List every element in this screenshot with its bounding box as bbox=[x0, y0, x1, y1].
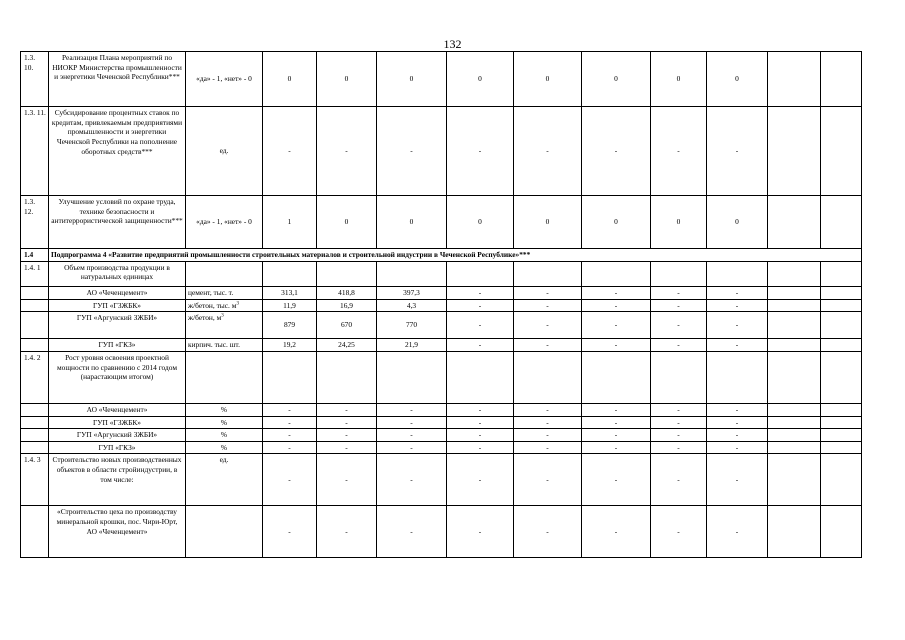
value-cell: 11,9 bbox=[263, 299, 317, 312]
value-cell: - bbox=[707, 286, 768, 299]
value-cell: - bbox=[447, 107, 514, 196]
empty-cell bbox=[21, 299, 49, 312]
table-row bbox=[21, 312, 862, 339]
value-cell: 24,25 bbox=[317, 339, 377, 352]
value-cell: - bbox=[317, 403, 377, 416]
value-cell: - bbox=[651, 506, 707, 558]
empty-cell bbox=[21, 416, 49, 429]
empty-cell bbox=[821, 196, 862, 249]
value-cell: - bbox=[377, 506, 447, 558]
empty-cell bbox=[186, 506, 263, 558]
value-cell: - bbox=[514, 403, 582, 416]
value-cell: - bbox=[707, 299, 768, 312]
value-cell: - bbox=[707, 403, 768, 416]
value-cell: - bbox=[263, 454, 317, 506]
value-cell: - bbox=[514, 299, 582, 312]
value-cell: 879 bbox=[263, 312, 317, 339]
table-row bbox=[21, 339, 862, 352]
unit-superscript: 3 bbox=[221, 313, 224, 319]
value-cell: - bbox=[651, 312, 707, 339]
value-cell: - bbox=[447, 403, 514, 416]
table-row bbox=[21, 454, 862, 506]
indicator-name: Улучшение условий по охране труда, технике безопасности и антитеррористической защищенности*** bbox=[49, 196, 186, 249]
empty-cell bbox=[21, 403, 49, 416]
unit-cell bbox=[186, 299, 263, 312]
value-cell: - bbox=[514, 454, 582, 506]
value-cell: - bbox=[514, 506, 582, 558]
value-cell: - bbox=[263, 429, 317, 442]
table-row bbox=[21, 261, 862, 286]
row-number: 1.3. 10. bbox=[21, 52, 49, 107]
value-cell: - bbox=[447, 506, 514, 558]
value-cell: - bbox=[263, 403, 317, 416]
project-name: «Строительство цеха по производству минеральной крошки, пос. Чири-Юрт, АО «Чеченцемент» bbox=[49, 506, 186, 558]
page-number: 132 bbox=[443, 37, 462, 51]
value-cell: - bbox=[582, 339, 651, 352]
value-cell: 418,8 bbox=[317, 286, 377, 299]
value-cell: - bbox=[447, 312, 514, 339]
empty-cell bbox=[186, 351, 263, 403]
unit-cell: % bbox=[186, 441, 263, 454]
value-cell: - bbox=[707, 454, 768, 506]
value-cell: 0 bbox=[514, 196, 582, 249]
unit-cell: цемент, тыс. т. bbox=[186, 286, 263, 299]
value-cell: - bbox=[263, 416, 317, 429]
empty-cell bbox=[821, 286, 862, 299]
value-cell: - bbox=[582, 429, 651, 442]
enterprise-name: АО «Чеченцемент» bbox=[49, 286, 186, 299]
value-cell: - bbox=[317, 454, 377, 506]
value-cell: 16,9 bbox=[317, 299, 377, 312]
value-cell: - bbox=[707, 339, 768, 352]
value-cell: - bbox=[514, 441, 582, 454]
row-number: 1.3. 12. bbox=[21, 196, 49, 249]
value-cell: 1 bbox=[263, 196, 317, 249]
enterprise-name: АО «Чеченцемент» bbox=[49, 403, 186, 416]
value-cell: - bbox=[582, 312, 651, 339]
table-row bbox=[21, 196, 862, 249]
empty-cell bbox=[263, 261, 317, 286]
unit-superscript: 3 bbox=[236, 301, 239, 307]
table-row bbox=[21, 52, 862, 107]
value-cell: - bbox=[377, 416, 447, 429]
empty-cell bbox=[21, 506, 49, 558]
empty-cell bbox=[768, 339, 821, 352]
table-row bbox=[21, 403, 862, 416]
empty-cell bbox=[21, 312, 49, 339]
empty-cell bbox=[317, 351, 377, 403]
value-cell: 21,9 bbox=[377, 339, 447, 352]
empty-cell bbox=[447, 261, 514, 286]
empty-cell bbox=[651, 261, 707, 286]
empty-cell bbox=[768, 416, 821, 429]
unit-cell bbox=[186, 312, 263, 339]
subprogram-row bbox=[21, 249, 862, 262]
enterprise-name: ГУП «ГЗЖБК» bbox=[49, 416, 186, 429]
table-row bbox=[21, 416, 862, 429]
unit-text: ж/бетон, м bbox=[188, 313, 222, 323]
value-cell: - bbox=[377, 441, 447, 454]
unit-cell: ед. bbox=[186, 454, 263, 506]
value-cell: - bbox=[582, 286, 651, 299]
value-cell: - bbox=[707, 429, 768, 442]
table-row bbox=[21, 506, 862, 558]
empty-cell bbox=[821, 403, 862, 416]
empty-cell bbox=[263, 351, 317, 403]
indicator-name: Реализация Плана мероприятий по НИОКР Министерства промышленности и энергетики Чеченской Республики*** bbox=[49, 52, 186, 107]
value-cell: 0 bbox=[651, 52, 707, 107]
value-cell: - bbox=[651, 454, 707, 506]
empty-cell bbox=[447, 351, 514, 403]
value-cell: 19,2 bbox=[263, 339, 317, 352]
subprogram-title: Подпрограмма 4 «Развитие предприятий промышленности строительных материалов и строительной индустрии в Чеченской Республике»*** bbox=[49, 249, 862, 262]
empty-cell bbox=[377, 351, 447, 403]
empty-cell bbox=[21, 429, 49, 442]
value-cell: - bbox=[651, 299, 707, 312]
value-cell: - bbox=[447, 339, 514, 352]
empty-cell bbox=[821, 52, 862, 107]
empty-cell bbox=[582, 261, 651, 286]
row-number: 1.4. 2 bbox=[21, 351, 49, 403]
row-number: 1.4 bbox=[21, 249, 49, 262]
empty-cell bbox=[582, 351, 651, 403]
value-cell: - bbox=[514, 339, 582, 352]
value-cell: - bbox=[447, 454, 514, 506]
empty-cell bbox=[651, 351, 707, 403]
value-cell: 0 bbox=[377, 52, 447, 107]
empty-cell bbox=[768, 107, 821, 196]
empty-cell bbox=[186, 261, 263, 286]
empty-cell bbox=[821, 506, 862, 558]
enterprise-name: ГУП «ГЗЖБК» bbox=[49, 299, 186, 312]
empty-cell bbox=[21, 339, 49, 352]
unit-cell: % bbox=[186, 429, 263, 442]
empty-cell bbox=[707, 261, 768, 286]
empty-cell bbox=[514, 351, 582, 403]
value-cell: - bbox=[514, 107, 582, 196]
value-cell: - bbox=[582, 441, 651, 454]
value-cell: - bbox=[582, 454, 651, 506]
unit-cell: % bbox=[186, 403, 263, 416]
value-cell: 0 bbox=[514, 52, 582, 107]
value-cell: 0 bbox=[317, 52, 377, 107]
value-cell: - bbox=[263, 506, 317, 558]
row-number: 1.4. 3 bbox=[21, 454, 49, 506]
value-cell: - bbox=[707, 312, 768, 339]
empty-cell bbox=[768, 441, 821, 454]
empty-cell bbox=[768, 286, 821, 299]
value-cell: 0 bbox=[582, 52, 651, 107]
value-cell: - bbox=[263, 107, 317, 196]
value-cell: - bbox=[707, 441, 768, 454]
empty-cell bbox=[21, 286, 49, 299]
empty-cell bbox=[768, 261, 821, 286]
empty-cell bbox=[821, 299, 862, 312]
value-cell: 0 bbox=[263, 52, 317, 107]
value-cell: - bbox=[263, 441, 317, 454]
indicator-name: Строительство новых производственных объектов в области стройиндустрии, в том числе: bbox=[49, 454, 186, 506]
value-cell: - bbox=[582, 506, 651, 558]
empty-cell bbox=[821, 351, 862, 403]
enterprise-name: ГУП «Аргунский ЗЖБИ» bbox=[49, 312, 186, 339]
indicators-table bbox=[20, 51, 862, 558]
value-cell: - bbox=[447, 299, 514, 312]
value-cell: - bbox=[377, 454, 447, 506]
value-cell: - bbox=[514, 286, 582, 299]
unit-cell: ед. bbox=[186, 107, 263, 196]
value-cell: 0 bbox=[707, 52, 768, 107]
value-cell: - bbox=[377, 429, 447, 442]
value-cell: - bbox=[707, 416, 768, 429]
unit-cell: % bbox=[186, 416, 263, 429]
empty-cell bbox=[377, 261, 447, 286]
value-cell: - bbox=[582, 416, 651, 429]
empty-cell bbox=[768, 351, 821, 403]
value-cell: 770 bbox=[377, 312, 447, 339]
row-number: 1.3. 11. bbox=[21, 107, 49, 196]
empty-cell bbox=[768, 52, 821, 107]
table-row bbox=[21, 286, 862, 299]
value-cell: - bbox=[582, 403, 651, 416]
empty-cell bbox=[821, 454, 862, 506]
indicator-name: Субсидирование процентных ставок по кредитам, привлекаемым предприятиями промышленности и энергетики Чеченской Республики на пополнение оборотных средств*** bbox=[49, 107, 186, 196]
value-cell: 670 bbox=[317, 312, 377, 339]
value-cell: - bbox=[651, 441, 707, 454]
enterprise-name: ГУП «Аргунский ЗЖБИ» bbox=[49, 429, 186, 442]
enterprise-name: ГУП «ГКЗ» bbox=[49, 441, 186, 454]
value-cell: - bbox=[377, 403, 447, 416]
value-cell: - bbox=[317, 506, 377, 558]
value-cell: - bbox=[317, 429, 377, 442]
empty-cell bbox=[768, 312, 821, 339]
empty-cell bbox=[768, 506, 821, 558]
value-cell: 0 bbox=[317, 196, 377, 249]
unit-cell: кирпич. тыс. шт. bbox=[186, 339, 263, 352]
value-cell: - bbox=[447, 416, 514, 429]
table-row bbox=[21, 107, 862, 196]
unit-text: ж/бетон, тыс. м bbox=[188, 300, 237, 310]
empty-cell bbox=[317, 261, 377, 286]
value-cell: - bbox=[651, 416, 707, 429]
value-cell: - bbox=[651, 107, 707, 196]
empty-cell bbox=[821, 429, 862, 442]
value-cell: - bbox=[651, 429, 707, 442]
empty-cell bbox=[707, 351, 768, 403]
empty-cell bbox=[21, 441, 49, 454]
value-cell: 313,1 bbox=[263, 286, 317, 299]
value-cell: - bbox=[377, 107, 447, 196]
value-cell: 0 bbox=[447, 196, 514, 249]
value-cell: - bbox=[514, 312, 582, 339]
value-cell: 397,3 bbox=[377, 286, 447, 299]
value-cell: 0 bbox=[447, 52, 514, 107]
unit-cell: «да» - 1, «нет» - 0 bbox=[186, 196, 263, 249]
empty-cell bbox=[768, 429, 821, 442]
value-cell: - bbox=[651, 403, 707, 416]
empty-cell bbox=[768, 196, 821, 249]
empty-cell bbox=[821, 107, 862, 196]
value-cell: - bbox=[514, 429, 582, 442]
value-cell: - bbox=[651, 339, 707, 352]
value-cell: - bbox=[707, 506, 768, 558]
value-cell: - bbox=[447, 429, 514, 442]
value-cell: 0 bbox=[582, 196, 651, 249]
enterprise-name: ГУП «ГКЗ» bbox=[49, 339, 186, 352]
value-cell: - bbox=[317, 441, 377, 454]
unit-cell: «да» - 1, «нет» - 0 bbox=[186, 52, 263, 107]
value-cell: - bbox=[317, 107, 377, 196]
empty-cell bbox=[768, 299, 821, 312]
value-cell: - bbox=[707, 107, 768, 196]
value-cell: - bbox=[317, 416, 377, 429]
value-cell: 0 bbox=[377, 196, 447, 249]
empty-cell bbox=[821, 261, 862, 286]
empty-cell bbox=[821, 416, 862, 429]
value-cell: - bbox=[651, 286, 707, 299]
value-cell: - bbox=[582, 299, 651, 312]
value-cell: 4,3 bbox=[377, 299, 447, 312]
value-cell: 0 bbox=[651, 196, 707, 249]
empty-cell bbox=[821, 441, 862, 454]
value-cell: 0 bbox=[707, 196, 768, 249]
value-cell: - bbox=[514, 416, 582, 429]
empty-cell bbox=[768, 454, 821, 506]
indicator-name: Рост уровня освоения проектной мощности по сравнению с 2014 годом (нарастающим итогом) bbox=[49, 351, 186, 403]
indicator-name: Объем производства продукции в натуральных единицах bbox=[49, 261, 186, 286]
empty-cell bbox=[821, 312, 862, 339]
empty-cell bbox=[514, 261, 582, 286]
table-row bbox=[21, 351, 862, 403]
value-cell: - bbox=[447, 441, 514, 454]
value-cell: - bbox=[582, 107, 651, 196]
table-row bbox=[21, 299, 862, 312]
table-row bbox=[21, 441, 862, 454]
value-cell: - bbox=[447, 286, 514, 299]
empty-cell bbox=[768, 403, 821, 416]
row-number: 1.4. 1 bbox=[21, 261, 49, 286]
empty-cell bbox=[821, 339, 862, 352]
table-row bbox=[21, 429, 862, 442]
